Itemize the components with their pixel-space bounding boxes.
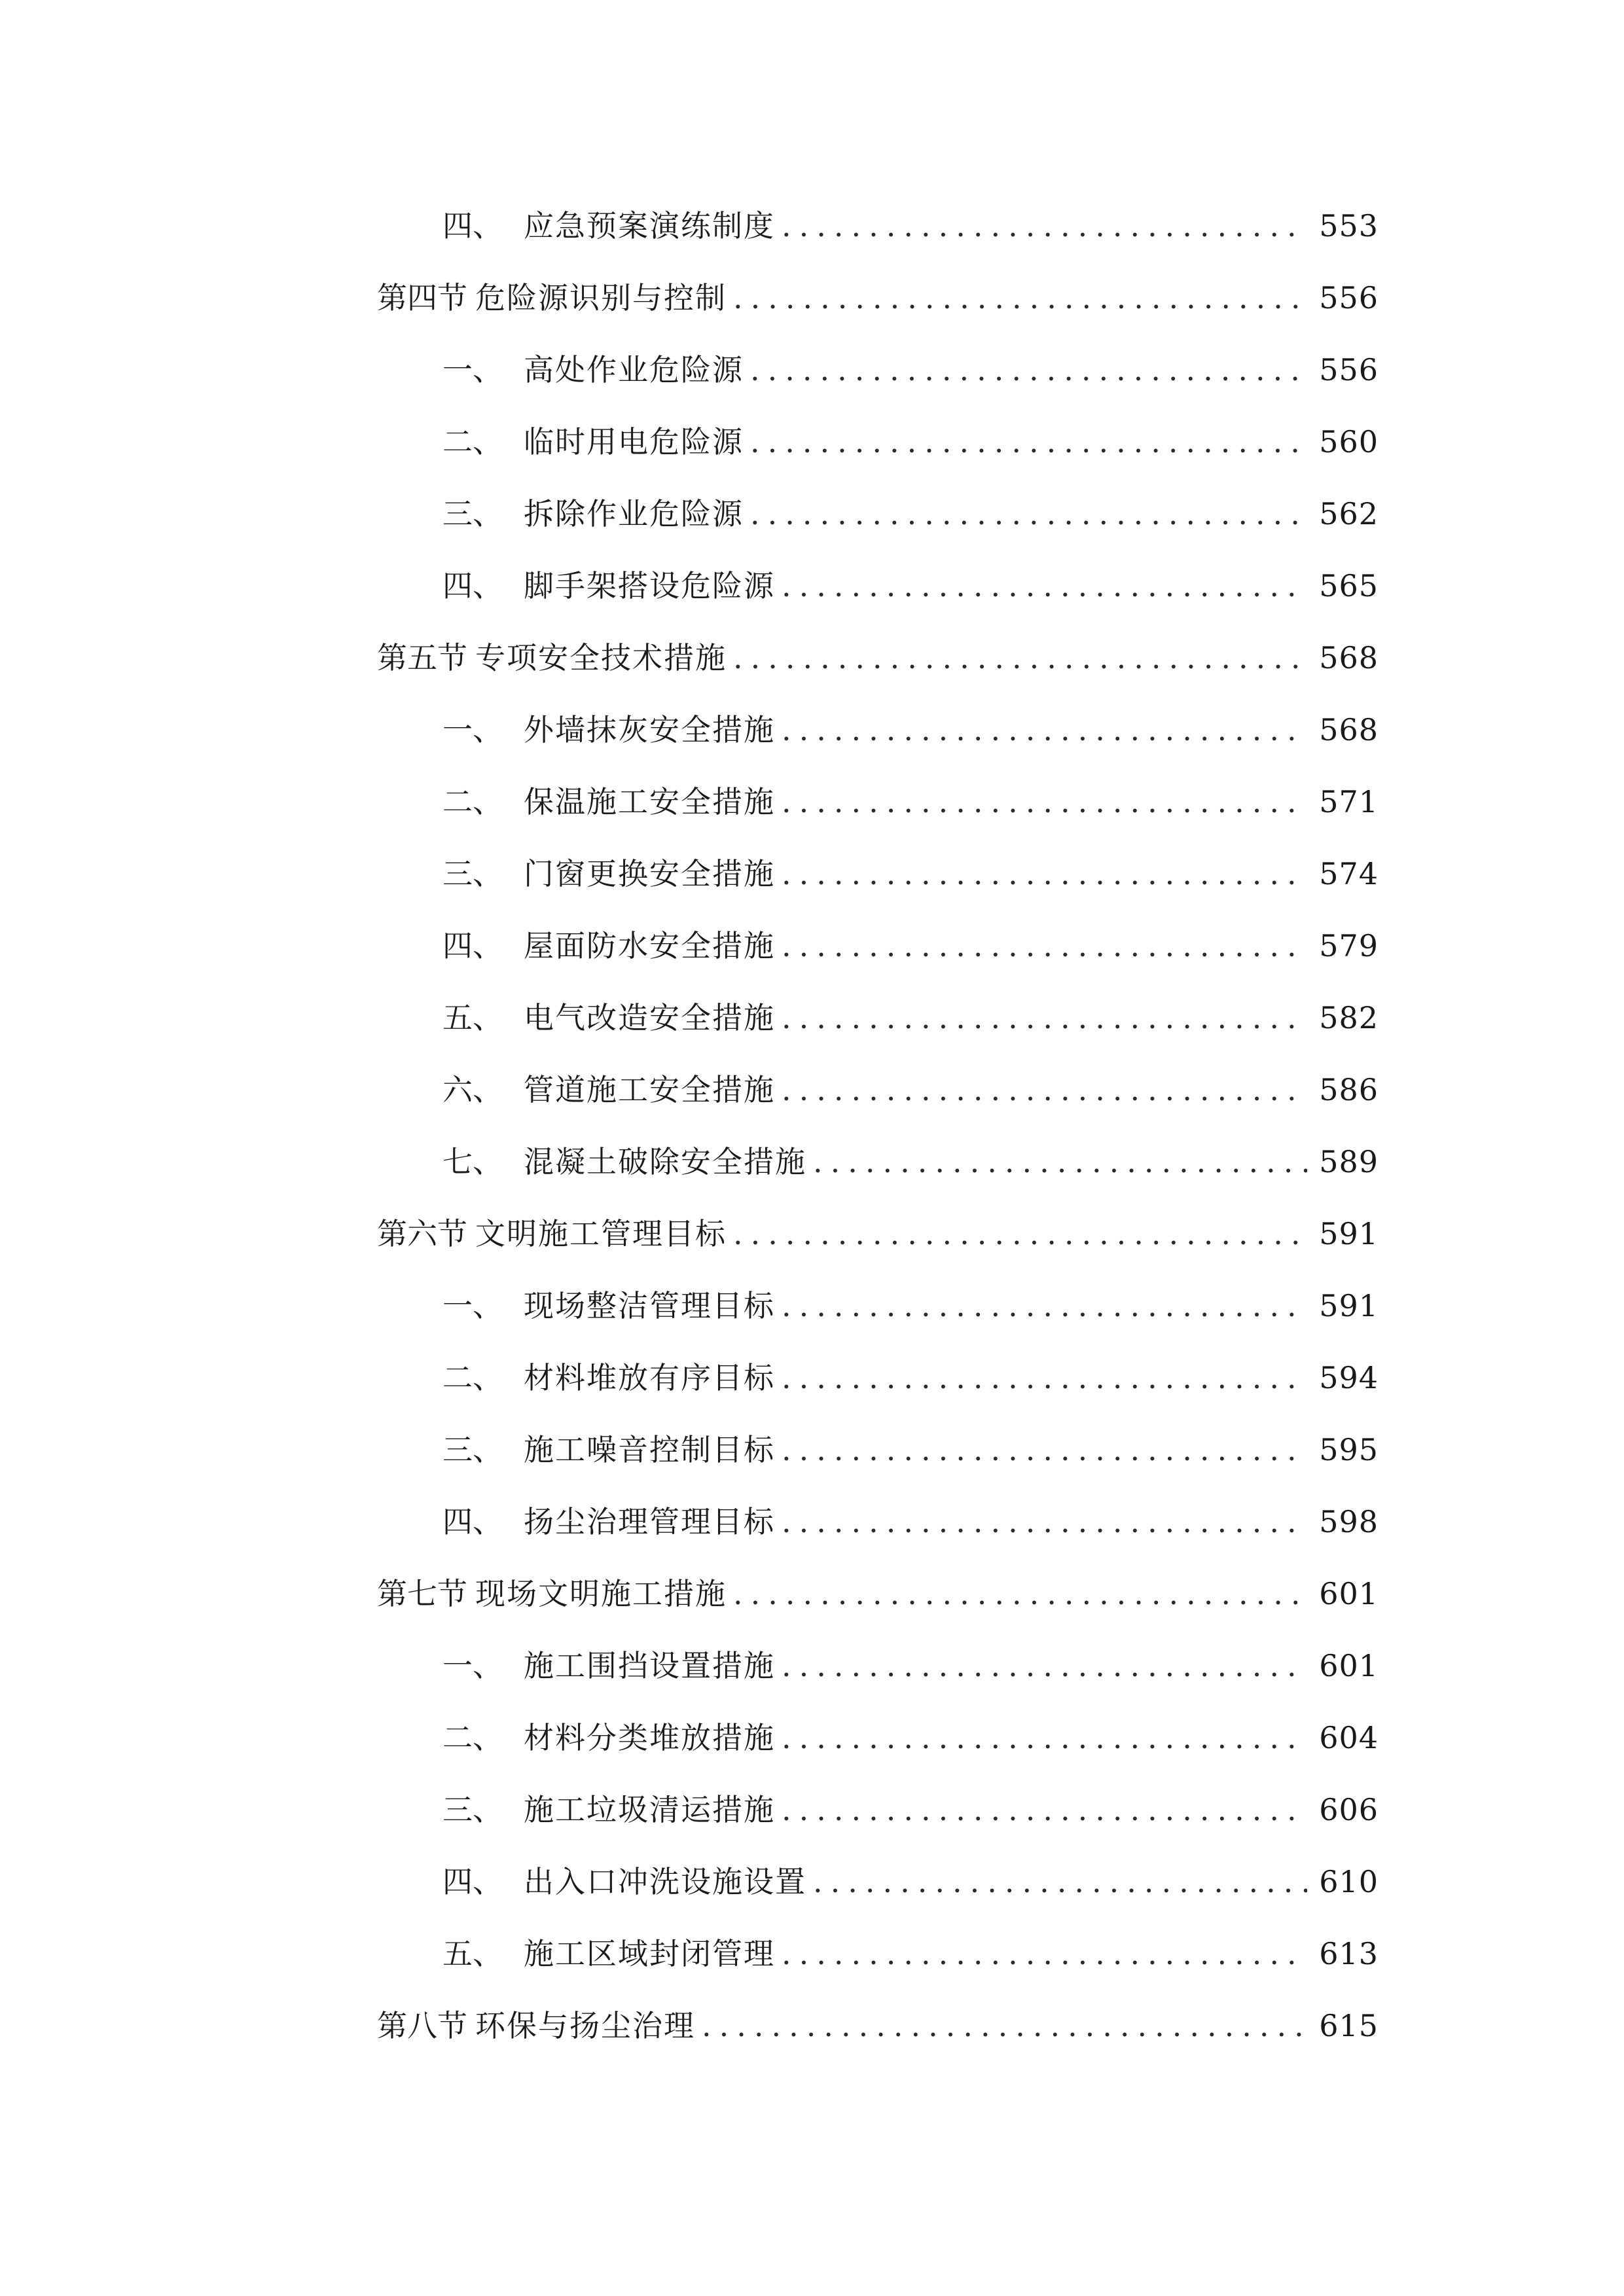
toc-page-number: 579 <box>1319 928 1379 963</box>
toc-entry-number: 二、 <box>442 784 503 819</box>
toc-dot-leader <box>782 1918 1307 1990</box>
toc-subsection-entry[interactable] <box>377 910 1379 982</box>
toc-page-number: 601 <box>1319 1576 1379 1611</box>
toc-entry-title: 管道施工安全措施 <box>524 1072 775 1107</box>
toc-entry-number: 第八节 <box>377 2008 467 2043</box>
toc-entry-number: 三、 <box>442 856 503 891</box>
toc-dot-leader <box>782 1414 1307 1486</box>
toc-page-number: 591 <box>1319 1288 1379 1323</box>
toc-dot-leader <box>733 262 1307 334</box>
toc-entry-title: 现场整洁管理目标 <box>524 1288 775 1323</box>
toc-entry-title: 施工区域封闭管理 <box>524 1936 775 1971</box>
toc-entry-title: 环保与扬尘治理 <box>475 2008 695 2043</box>
toc-dot-leader <box>813 1846 1307 1918</box>
toc-subsection-entry[interactable] <box>377 1342 1379 1414</box>
toc-entry-number: 三、 <box>442 1432 503 1467</box>
toc-entry-number: 六、 <box>442 1072 503 1107</box>
toc-dot-leader <box>782 1270 1307 1342</box>
toc-dot-leader <box>782 1702 1307 1774</box>
toc-entry-title: 出入口冲洗设施设置 <box>524 1864 806 1899</box>
toc-entry-title: 施工垃圾清运措施 <box>524 1792 775 1827</box>
toc-dot-leader <box>782 190 1307 262</box>
toc-dot-leader <box>733 1558 1307 1630</box>
toc-subsection-entry[interactable] <box>377 1918 1379 1990</box>
toc-subsection-entry[interactable] <box>377 550 1379 622</box>
toc-page-number: 562 <box>1319 496 1379 531</box>
toc-page-number: 560 <box>1319 424 1379 459</box>
toc-dot-leader <box>782 1630 1307 1702</box>
toc-entry-number: 第五节 <box>377 640 467 675</box>
toc-dot-leader <box>702 1990 1307 2062</box>
toc-section-entry[interactable] <box>377 1198 1379 1270</box>
toc-subsection-entry[interactable] <box>377 1054 1379 1126</box>
toc-section-entry[interactable] <box>377 1558 1379 1630</box>
toc-subsection-entry[interactable] <box>377 190 1379 262</box>
toc-entry-title: 外墙抹灰安全措施 <box>524 712 775 747</box>
toc-page-number: 598 <box>1319 1504 1379 1539</box>
toc-subsection-entry[interactable] <box>377 1702 1379 1774</box>
toc-entry-title: 电气改造安全措施 <box>524 1000 775 1035</box>
toc-entry-number: 四、 <box>442 928 503 963</box>
toc-page-number: 556 <box>1319 352 1379 387</box>
toc-page-number: 565 <box>1319 568 1379 603</box>
toc-dot-leader <box>750 406 1307 478</box>
toc-entry-number: 三、 <box>442 496 503 531</box>
toc-dot-leader <box>782 694 1307 766</box>
toc-page-number: 591 <box>1319 1216 1379 1251</box>
toc-dot-leader <box>750 334 1307 406</box>
toc-page-number: 571 <box>1319 784 1379 819</box>
toc-page-number: 574 <box>1319 856 1379 891</box>
toc-page-number: 601 <box>1319 1648 1379 1683</box>
toc-page-number: 582 <box>1319 1000 1379 1035</box>
toc-entry-number: 二、 <box>442 424 503 459</box>
toc-page-number: 589 <box>1319 1144 1379 1179</box>
toc-subsection-entry[interactable] <box>377 478 1379 550</box>
toc-entry-number: 四、 <box>442 568 503 603</box>
toc-entry-title: 材料堆放有序目标 <box>524 1360 775 1395</box>
toc-entry-number: 第七节 <box>377 1576 467 1611</box>
toc-entry-title: 脚手架搭设危险源 <box>524 568 775 603</box>
toc-entry-number: 五、 <box>442 1936 503 1971</box>
toc-dot-leader <box>813 1126 1307 1198</box>
toc-subsection-entry[interactable] <box>377 334 1379 406</box>
toc-entry-title: 门窗更换安全措施 <box>524 856 775 891</box>
toc-entry-title: 施工围挡设置措施 <box>524 1648 775 1683</box>
toc-dot-leader <box>782 982 1307 1054</box>
toc-subsection-entry[interactable] <box>377 1630 1379 1702</box>
toc-page-number: 615 <box>1319 2008 1379 2043</box>
toc-entry-title: 拆除作业危险源 <box>524 496 744 531</box>
toc-entry-title: 施工噪音控制目标 <box>524 1432 775 1467</box>
toc-page-number: 553 <box>1319 208 1379 243</box>
toc-section-entry[interactable] <box>377 262 1379 334</box>
toc-entry-number: 四、 <box>442 1864 503 1899</box>
toc-subsection-entry[interactable] <box>377 406 1379 478</box>
toc-entry-title: 材料分类堆放措施 <box>524 1720 775 1755</box>
toc-dot-leader <box>733 1198 1307 1270</box>
toc-subsection-entry[interactable] <box>377 838 1379 910</box>
toc-subsection-entry[interactable] <box>377 1270 1379 1342</box>
toc-section-entry[interactable] <box>377 622 1379 694</box>
toc-entry-title: 危险源识别与控制 <box>475 280 727 315</box>
toc-entry-number: 一、 <box>442 1648 503 1683</box>
toc-entry-number: 七、 <box>442 1144 503 1179</box>
toc-page-number: 606 <box>1319 1792 1379 1827</box>
toc-subsection-entry[interactable] <box>377 694 1379 766</box>
toc-subsection-entry[interactable] <box>377 1774 1379 1846</box>
toc-page-number: 595 <box>1319 1432 1379 1467</box>
toc-subsection-entry[interactable] <box>377 1126 1379 1198</box>
toc-page-number: 613 <box>1319 1936 1379 1971</box>
toc-dot-leader <box>782 766 1307 838</box>
toc-dot-leader <box>782 1054 1307 1126</box>
toc-entry-title: 应急预案演练制度 <box>524 208 775 243</box>
toc-page-number: 568 <box>1319 712 1379 747</box>
toc-entry-title: 专项安全技术措施 <box>475 640 727 675</box>
toc-entry-title: 临时用电危险源 <box>524 424 744 459</box>
toc-entry-number: 第四节 <box>377 280 467 315</box>
toc-entry-title: 保温施工安全措施 <box>524 784 775 819</box>
toc-subsection-entry[interactable] <box>377 1486 1379 1558</box>
toc-entry-number: 四、 <box>442 1504 503 1539</box>
toc-entry-number: 一、 <box>442 712 503 747</box>
toc-entry-number: 三、 <box>442 1792 503 1827</box>
toc-dot-leader <box>782 550 1307 622</box>
toc-subsection-entry[interactable] <box>377 982 1379 1054</box>
toc-entry-number: 二、 <box>442 1360 503 1395</box>
toc-dot-leader <box>733 622 1307 694</box>
toc-dot-leader <box>782 838 1307 910</box>
toc-entry-number: 五、 <box>442 1000 503 1035</box>
toc-subsection-entry[interactable] <box>377 1846 1379 1918</box>
toc-entry-title: 现场文明施工措施 <box>475 1576 727 1611</box>
toc-page-number: 594 <box>1319 1360 1379 1395</box>
toc-subsection-entry[interactable] <box>377 1414 1379 1486</box>
toc-page-number: 586 <box>1319 1072 1379 1107</box>
toc-entry-title: 混凝土破除安全措施 <box>524 1144 806 1179</box>
toc-entry-number: 一、 <box>442 352 503 387</box>
toc-page-number: 604 <box>1319 1720 1379 1755</box>
toc-subsection-entry[interactable] <box>377 766 1379 838</box>
toc-dot-leader <box>750 478 1307 550</box>
toc-dot-leader <box>782 1486 1307 1558</box>
toc-page-number: 610 <box>1319 1864 1379 1899</box>
toc-entry-number: 一、 <box>442 1288 503 1323</box>
toc-entry-number: 二、 <box>442 1720 503 1755</box>
toc-entry-number: 第六节 <box>377 1216 467 1251</box>
toc-dot-leader <box>782 1342 1307 1414</box>
toc-page-number: 568 <box>1319 640 1379 675</box>
toc-page-number: 556 <box>1319 280 1379 315</box>
toc-entry-title: 文明施工管理目标 <box>475 1216 727 1251</box>
toc-section-entry[interactable] <box>377 1990 1379 2062</box>
toc-entry-title: 扬尘治理管理目标 <box>524 1504 775 1539</box>
toc-entry-number: 四、 <box>442 208 503 243</box>
table-of-contents <box>377 190 1379 2062</box>
toc-entry-title: 高处作业危险源 <box>524 352 744 387</box>
toc-entry-title: 屋面防水安全措施 <box>524 928 775 963</box>
toc-dot-leader <box>782 1774 1307 1846</box>
toc-dot-leader <box>782 910 1307 982</box>
